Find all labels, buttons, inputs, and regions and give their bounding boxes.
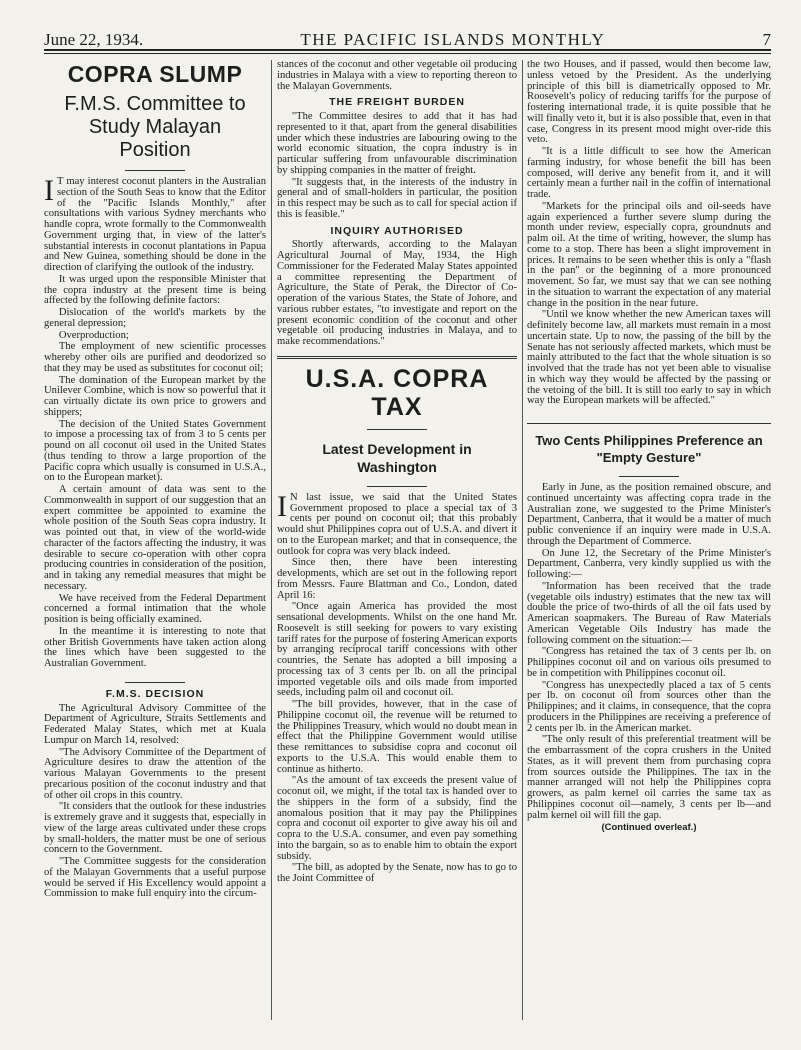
article-paragraph: It was urged upon the responsible Minister that the copra industry at the present time is being affected by the following definite factors: <box>44 273 266 307</box>
section-heading-inquiry-authorised: INQUIRY AUTHORISED <box>330 224 464 237</box>
article-paragraph: "The Committee desires to add that it has had represented to it that, apart from the general disabilities under which these industries are labouring owing to the world economic situation, the copra industry is in particular suffering from unfavourable discrimination by shipping companies in the matter of freight. <box>277 111 517 176</box>
column-2 <box>277 60 517 1028</box>
short-rule <box>367 486 427 487</box>
article-paragraph: The decision of the United States Government to impose a processing tax of from 3 to 5 cents per pound on all coconut oil used in the United States (thus tending to throw a large proportion of the Pacific copra which usually is consumed in U.S.A., on to the European market). <box>44 418 266 484</box>
article-paragraph: "Information has been received that the trade (vegetable oils industry) estimates that the new tax will double the price of two-thirds of all the oil fats used by American soapmakers. The Bureau of Raw Materials American Vegetable Oils Industry has made the following comment on the situation:— <box>527 580 771 646</box>
article-paragraph: I T may interest coconut planters in the Australian section of the South Seas to know that the Editor of the "Pacific Islands Monthly," after consultations with various Sydney merchants who handle copra, wrote formally to the Commonwealth Government urging that, in view of the latter's substantial interests in coconut plantations in Papua and New Guinea, something should be done in the direction of clarifying the outlook of the industry. <box>44 174 266 273</box>
article-paragraph: "As the amount of tax exceeds the present value of coconut oil, we might, if the total tax is handed over to the shippers in the form of a subsidy, find the anomalous position that it may pay the Philippines copra and coconut oil exporter to give away his oil and copra to the U.S.A. consumer, and even pay something into the bargain, so as to enable him to obtain the export subsidy. <box>277 775 517 862</box>
article-paragraph: "Congress has unexpectedly placed a tax of 5 cents per lb. on coconut oil from sources other than the Philippines; and it claims, in consequence, that the copra producers in the Philippines are receiving a preference of 2 cents per lb. in the American market. <box>527 679 771 734</box>
article-paragraph: "Markets for the principal oils and oil-seeds have again experienced a further severe slump during the month under review, especially copra, groundnuts and palm oil. At the time of writing, however, the slump has come to a stop. There has been a slight improvement in prices. It remains to be seen whether this is only a "flash in the pan" or the beginning of a more pronounced movement. So far, we must say that we can see nothing in the situation to warrant the expectation of any material change in the position in the near future. <box>527 200 771 309</box>
section-rule <box>527 423 771 424</box>
article-paragraph: "Once again America has provided the most sensational developments. Whilst on the one hand Mr. Roosevelt is still seeking for powers to vary existing tariff rates for the purpose of fostering American exports by arranging reciprocal tariff concessions with other countries, the Senate has adopted a bill imposing a processing tax of 3 cents per lb. on all the principal imported vegetable oils and oils made from imported seeds, including palm oil and coconut oil. <box>277 601 517 699</box>
article-paragraph: "Until we know whether the new American taxes will definitely become law, all markets must remain in a most uncertain state. Up to now, the passing of the bill by the Senate has not seriously affected markets, which must be mainly attributed to the fact that the whole situation is so involved that the trade has not yet been able to visualise in which way they would be affected by the passing or the vetoing of the bill. It is still too early to say in which way the European markets will be affected." <box>527 309 771 407</box>
issue-date: June 22, 1934. <box>44 30 144 49</box>
article-paragraph: The Agricultural Advisory Committee of the Department of Agriculture, Straits Settlements and Federated Malay States, which met at Kuala Lumpur on March 14, resolved: <box>44 702 266 746</box>
short-rule <box>125 682 185 683</box>
masthead-rule <box>44 49 771 51</box>
column-3 <box>527 60 771 1028</box>
article-paragraph: "The bill, as adopted by the Senate, now has to go to the Joint Committee of <box>277 862 517 884</box>
article-paragraph: Shortly afterwards, according to the Malayan Agricultural Journal of May, 1934, the High Commissioner for the Federated Malay States appointed a committee representing the Department of Agriculture, the State of Perak, the Director of Co-operation of the various States, the State of Johore, and various rubber estates, "to investigate and report on the present economic condition of the coconut and other vegetable oil producing industries in Malaya, and to make recommendations." <box>277 239 517 347</box>
article-paragraph: On June 12, the Secretary of the Prime Minister's Department, Canberra, very kindly supplied us with the following:— <box>527 547 771 580</box>
masthead-rule-thin <box>44 53 771 54</box>
subheadline-fms-committee: F.M.S. Committee to Study Malayan Position <box>64 93 246 161</box>
page-number: 7 <box>762 30 771 49</box>
headline-usa-copra-tax: U.S.A. COPRA TAX <box>305 364 489 421</box>
section-heading-fms-decision: F.M.S. DECISION <box>105 687 205 700</box>
article-paragraph: "It considers that the outlook for these industries is extremely grave and it suggests that, especially in view of the large areas cultivated under these crops by small-holders, the matter must be one of serious concern to the Government. <box>44 801 266 856</box>
article-paragraph: "Congress has retained the tax of 3 cents per lb. on Philippines coconut oil and on various oils presumed to be in competition with Philippines coconut oil. <box>527 646 771 679</box>
article-paragraph: The domination of the European market by the Unilever Combine, which is now so powerful that it can virtually dictate its own price to growers and shippers; <box>44 374 266 418</box>
publication-title: THE PACIFIC ISLANDS MONTHLY <box>300 30 606 49</box>
article-paragraph: "The bill provides, however, that in the case of Philippine coconut oil, the revenue will be returned to the Philippines Treasury, which would no doubt mean in effect that the Philippine Government would utilise these remittances to subsidise copra and coconut oil exports to the U.S.A. This would enable them to continue as hitherto. <box>277 699 517 775</box>
article-paragraph: Early in June, as the position remained obscure, and continued uncertainty was affecting copra trade in the Australian zone, we suggested to the Prime Minister's Department, Canberra, that it would be a matter of much public convenience if an inquiry were made in U.S.A. through the Department of Commerce. <box>527 482 771 547</box>
article-paragraph: "The only result of this preferential treatment will be the embarrassment of the copra crushers in the United States, as it will prevent them from purchasing copra from sources outside the Philippines. The tax in the manner arranged will not help the Philippines copra growers, as palm kernel oil carries the same tax as Philippines coconut oil—namely, 3 cents per lb—and palm kernel oil will fill the gap. <box>527 734 771 821</box>
continued-note: (Continued overleaf.) <box>601 822 697 834</box>
short-rule <box>125 170 185 171</box>
article-paragraph: A certain amount of data was sent to the Commonwealth in support of our suggestion that an expert committee be appointed to examine the whole position of the South Seas copra industry. It was pointed out that, in view of the world-wide character of the factors affecting the industry, it was desirable to secure co-operation with other copra producing countries in consideration of the position, and in taking any remedial measures that might be necessary. <box>44 484 266 592</box>
double-rule <box>277 356 517 359</box>
headline-two-cents-preference: Two Cents Philippines Preference an "Empty Gesture" <box>535 433 763 465</box>
article-paragraph: I N last issue, we said that the United States Government proposed to place a special tax of 3 cents per pound on coconut oil; that this probably would shut Philippines copra out of U.S.A. and divert it on to the European market; and that in consequence, the outlook for copra was very black indeed. <box>277 489 517 557</box>
article-paragraph: "It suggests that, in the interests of the industry in general and of small-holders in particular, the position in this respect may be such as to call for special action if this is feasible." <box>277 176 517 220</box>
column-1 <box>44 60 266 1028</box>
article-paragraph: Since then, there have been interesting developments, which are set out in the following report from Messrs. Faure Blattman and Co., London, dated April 16: <box>277 557 517 601</box>
drop-cap: I <box>277 489 287 523</box>
article-paragraph: "The Advisory Committee of the Department of Agriculture desires to draw the attention of the various Malayan Governments to the present precarious position of the coconut industry and that of other oil crops in this country. <box>44 746 266 801</box>
article-paragraph: "The Committee suggests for the consideration of the Malayan Governments that a useful purpose would be served if His Excellency would appoint a Commission to make full enquiry into the circum- <box>44 856 266 900</box>
article-paragraph: We have received from the Federal Department concerned a formal intimation that the whole position is being officially examined. <box>44 592 266 625</box>
article-paragraph: "It is a little difficult to see how the American farming industry, for whose benefit the bill has been composed, will derive any benefit from it, and it will certainly mean a further nail in the coffin of international trade. <box>527 146 771 200</box>
short-rule <box>367 429 427 430</box>
article-paragraph: Dislocation of the world's markets by the general depression; <box>44 307 266 329</box>
article-paragraph: stances of the coconut and other vegetable oil producing industries in Malaya with a view to reporting thereon to the Malayan Governments. <box>277 60 517 92</box>
column-divider <box>522 60 523 1020</box>
article-paragraph: The employment of new scientific processes whereby other oils are purified and deodorized so that they may be used as substitutes for coconut oil; <box>44 341 266 374</box>
article-paragraph: In the meantime it is interesting to note that other British Governments have taken action along the lines which have been suggested to the Australian Government. <box>44 625 266 669</box>
column-divider <box>271 60 272 1020</box>
short-rule <box>619 476 679 477</box>
section-heading-freight-burden: THE FREIGHT BURDEN <box>329 96 465 109</box>
article-paragraph: the two Houses, and if passed, would then become law, unless vetoed by the President. As the underlying principle of this bill is diametrically opposed to Mr. Roosevelt's policy of reducing tariffs for the purpose of fostering international trade, it is quite possible that he will finally veto it, but it is also possible that, even in that case, Congress in its present mood might over-ride this veto. <box>527 60 771 146</box>
masthead <box>44 22 771 48</box>
drop-cap: I <box>44 174 54 207</box>
article-paragraph: Overproduction; <box>58 329 129 341</box>
headline-copra-slump: COPRA SLUMP <box>67 61 243 87</box>
subheadline-washington: Latest Development in Washington <box>322 440 472 475</box>
